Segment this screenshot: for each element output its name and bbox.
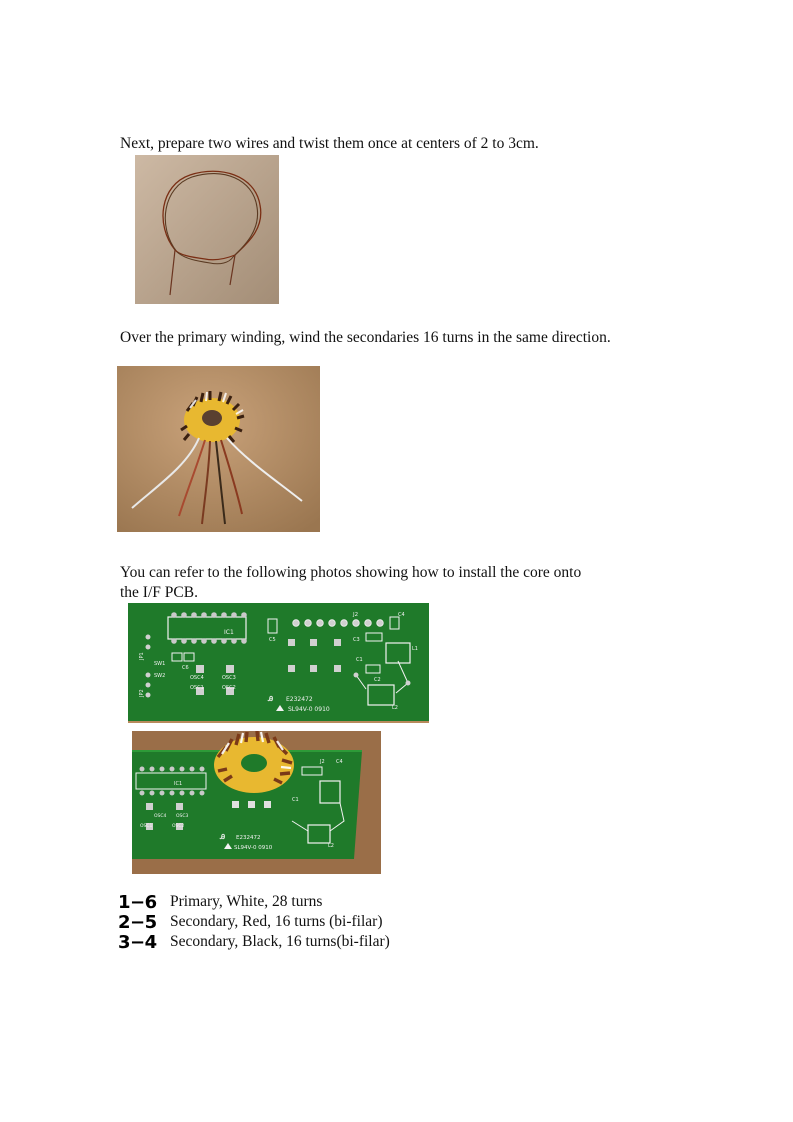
pcb2-label-osc1: OSC1: [140, 824, 153, 829]
winding-pins: 3−4: [118, 931, 157, 953]
instruction-text-3-line-1: You can refer to the following photos showing how to install the core onto: [120, 564, 582, 581]
pcb-label-c5: C5: [269, 637, 276, 643]
pcb2-label-osc2: OSC2: [172, 824, 185, 829]
pcb-label-c4: C4: [398, 612, 405, 618]
instruction-text-3: [120, 563, 581, 603]
pcb-label-jp1: JP1: [139, 652, 145, 660]
pcb-code: SL94V-0 0910: [288, 706, 330, 713]
winding-description: Primary, White, 28 turns: [170, 893, 323, 910]
pcb-label-osc1: OSC1: [190, 685, 204, 691]
pcb-label-j2: J2: [353, 612, 359, 618]
winding-legend: [118, 892, 390, 952]
pcb-cert-number: E232472: [286, 696, 313, 703]
pcb2-label-c1: C1: [292, 797, 299, 803]
pcb-label-c6: C6: [182, 665, 189, 671]
pcb-label-c2: C2: [374, 677, 381, 683]
toroid-winding-photo: [117, 366, 320, 532]
winding-row-secondary-red: [118, 912, 390, 932]
instruction-text-2: Over the primary winding, wind the secondaries 16 turns in the same direction.: [120, 329, 611, 346]
winding-description: Secondary, Red, 16 turns (bi-filar): [170, 913, 383, 930]
pcb-label-ic: IC1: [224, 629, 234, 636]
pcb-label-l2: L2: [392, 705, 398, 711]
winding-pins: 2−5: [118, 911, 157, 933]
instruction-text-1: Next, prepare two wires and twist them once at centers of 2 to 3cm.: [120, 135, 539, 152]
pcb-label-osc3: OSC3: [222, 675, 236, 681]
pcb2-label-l2: L2: [328, 843, 334, 849]
svg-text:Ꭿ: Ꭿ: [268, 695, 274, 703]
instruction-text-3-line-2: the I/F PCB.: [120, 584, 198, 601]
winding-description: Secondary, Black, 16 turns(bi-filar): [170, 933, 390, 950]
pcb2-cert-number: E232472: [236, 835, 261, 841]
pcb-photo: [128, 603, 429, 723]
pcb-label-c3: C3: [353, 637, 360, 643]
pcb2-label-c4: C4: [336, 759, 343, 765]
pcb-label-sw1: SW1: [154, 661, 166, 667]
pcb-label-osc2: OSC2: [222, 685, 236, 691]
winding-row-secondary-black: [118, 932, 390, 952]
winding-pins: 1−6: [118, 891, 157, 913]
pcb2-label-j2: J2: [320, 759, 325, 765]
winding-row-primary: [118, 892, 390, 912]
pcb2-code: SL94V-0 0910: [234, 845, 273, 851]
pcb-with-core-photo: [132, 731, 381, 874]
twisted-wires-photo: [135, 155, 279, 304]
pcb-label-jp2: JP2: [139, 689, 145, 697]
pcb-label-c1: C1: [356, 657, 363, 663]
pcb2-label-osc3: OSC3: [176, 814, 189, 819]
pcb2-label-ic: IC1: [174, 781, 183, 787]
svg-text:Ꭿ: Ꭿ: [220, 833, 226, 841]
pcb-label-sw2: SW2: [154, 673, 166, 679]
pcb-label-osc4: OSC4: [190, 675, 204, 681]
pcb2-label-osc4: OSC4: [154, 814, 167, 819]
pcb-label-l1: L1: [412, 646, 418, 652]
